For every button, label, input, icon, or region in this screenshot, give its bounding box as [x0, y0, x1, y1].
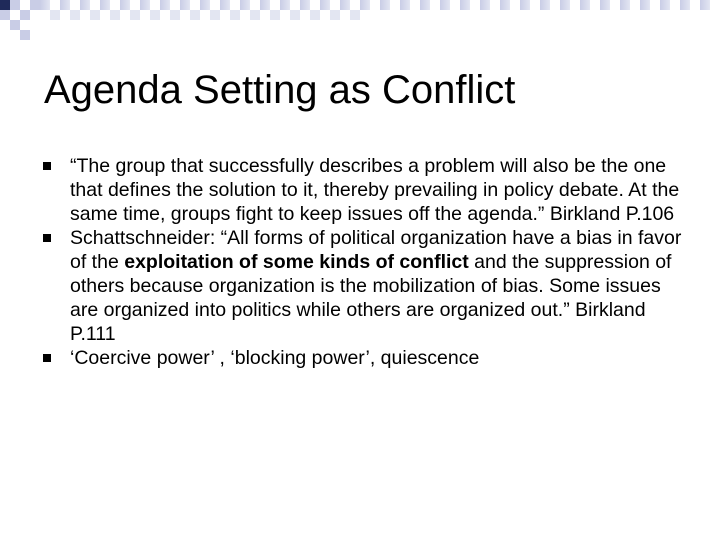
bullet-item-schattschneider-quote [40, 226, 690, 346]
square-bullet-icon [43, 354, 51, 362]
slide-title: Agenda Setting as Conflict [44, 68, 516, 112]
bullet-text [70, 227, 681, 345]
decorative-header-pattern [0, 0, 720, 40]
bullet-text-part: and the suppression of others because organization is the mobilization of bias. Some issues are organized into politics while others are organized out.” Birkland P.111 [70, 251, 672, 345]
square-bullet-icon [43, 162, 51, 170]
bullet-item-power-terms [40, 346, 690, 370]
bullet-text: “The group that successfully describes a problem will also be the one that defines the solution to it, thereby prevailing in policy debate. At the same time, groups fight to keep issues off the agenda.” Birkland P.106 [70, 155, 680, 225]
square-bullet-icon [43, 234, 51, 242]
bullet-text-bold: exploitation of some kinds of conflict [124, 251, 469, 273]
bullet-text-part: Schattschneider: “All forms of political organization have a bias in favor of the [70, 227, 682, 273]
bullet-item-birkland-quote [40, 154, 690, 226]
bullet-text: ‘Coercive power’ , ‘blocking power’, quiescence [70, 347, 480, 369]
bullet-list [40, 154, 690, 370]
